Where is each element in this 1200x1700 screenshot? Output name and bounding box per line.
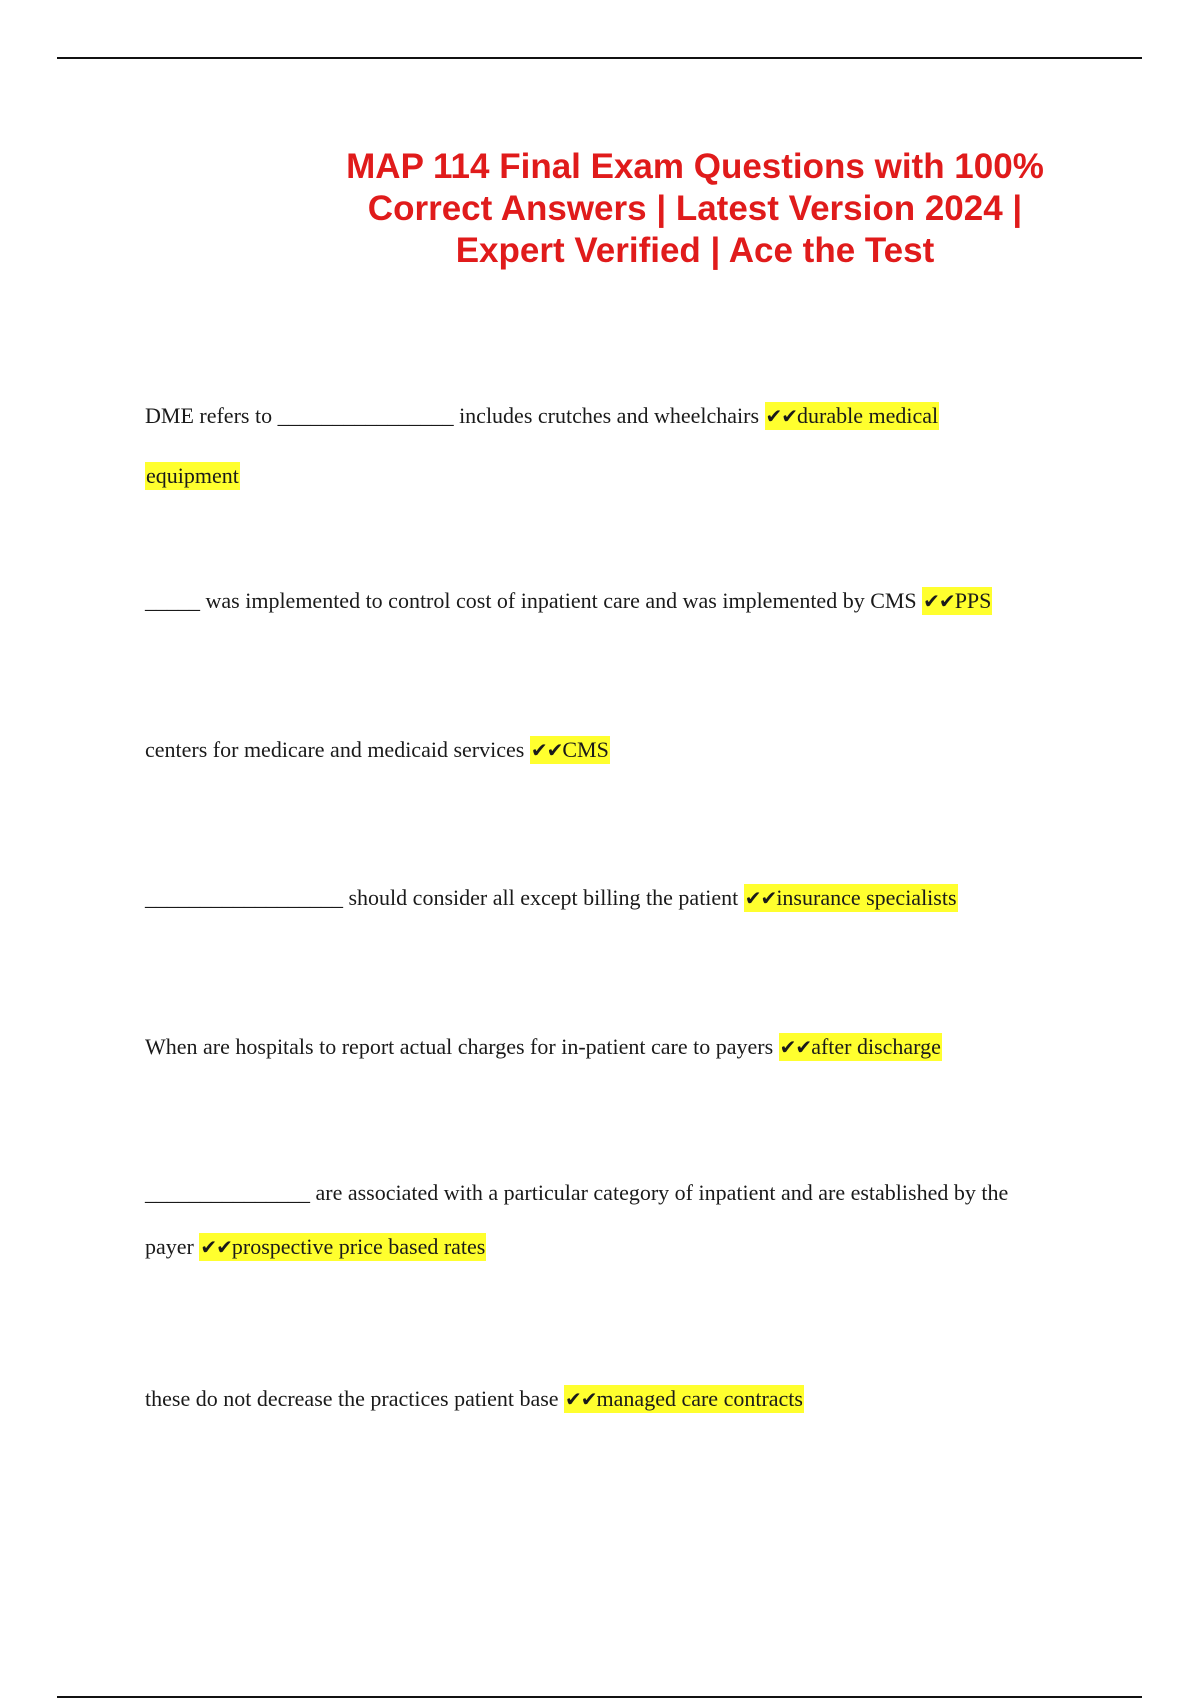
question-text-continued: payer bbox=[145, 1234, 194, 1259]
answer-text: prospective price based rates bbox=[231, 1234, 486, 1259]
qa-item-1 bbox=[145, 386, 1095, 506]
question-text: _______________ are associated with a particular category of inpatient and are established by the bbox=[145, 1180, 1009, 1205]
answer-highlight bbox=[922, 587, 992, 615]
answer-text: after discharge bbox=[811, 1034, 941, 1059]
answer-highlight-continued bbox=[145, 462, 240, 490]
answer-text: CMS bbox=[562, 737, 609, 762]
answer-highlight bbox=[530, 736, 610, 764]
check-icon: ✔✔ bbox=[923, 589, 955, 613]
qa-item-2 bbox=[145, 590, 1095, 612]
footer-rule bbox=[57, 1696, 1142, 1698]
qa-item-4 bbox=[145, 887, 1095, 909]
answer-text-continued: equipment bbox=[146, 463, 239, 488]
answer-text: managed care contracts bbox=[596, 1386, 803, 1411]
question-text: When are hospitals to report actual charges for in-patient care to payers bbox=[145, 1034, 774, 1059]
answer-text: insurance specialists bbox=[776, 885, 957, 910]
answer-highlight bbox=[744, 884, 958, 912]
question-text: these do not decrease the practices patient base bbox=[145, 1386, 559, 1411]
check-icon: ✔✔ bbox=[779, 1035, 812, 1059]
answer-highlight bbox=[779, 1033, 942, 1061]
title-line-1: MAP 114 Final Exam Questions with 100% bbox=[346, 147, 1044, 186]
check-icon: ✔✔ bbox=[200, 1235, 232, 1259]
header-rule bbox=[57, 57, 1142, 59]
question-text: _____ was implemented to control cost of inpatient care and was implemented by CMS bbox=[145, 588, 917, 613]
answer-highlight bbox=[765, 402, 940, 430]
document-title bbox=[320, 146, 1070, 272]
check-icon: ✔✔ bbox=[565, 1387, 597, 1411]
check-icon: ✔✔ bbox=[530, 738, 563, 762]
check-icon: ✔✔ bbox=[765, 404, 798, 428]
question-text: DME refers to ________________ includes crutches and wheelchairs bbox=[145, 403, 760, 428]
question-text: __________________ should consider all except billing the patient bbox=[145, 885, 739, 910]
qa-item-5 bbox=[145, 1036, 1095, 1058]
qa-item-6 bbox=[145, 1166, 1095, 1274]
check-icon: ✔✔ bbox=[744, 886, 777, 910]
title-line-3: Expert Verified | Ace the Test bbox=[455, 231, 935, 270]
title-line-2: Correct Answers | Latest Version 2024 | bbox=[367, 189, 1023, 228]
question-text: centers for medicare and medicaid services bbox=[145, 737, 525, 762]
answer-text: PPS bbox=[954, 588, 992, 613]
answer-text: durable medical bbox=[797, 403, 939, 428]
qa-item-7 bbox=[145, 1388, 1095, 1410]
answer-highlight bbox=[564, 1385, 804, 1413]
qa-item-3 bbox=[145, 739, 1095, 761]
answer-highlight bbox=[199, 1233, 486, 1261]
